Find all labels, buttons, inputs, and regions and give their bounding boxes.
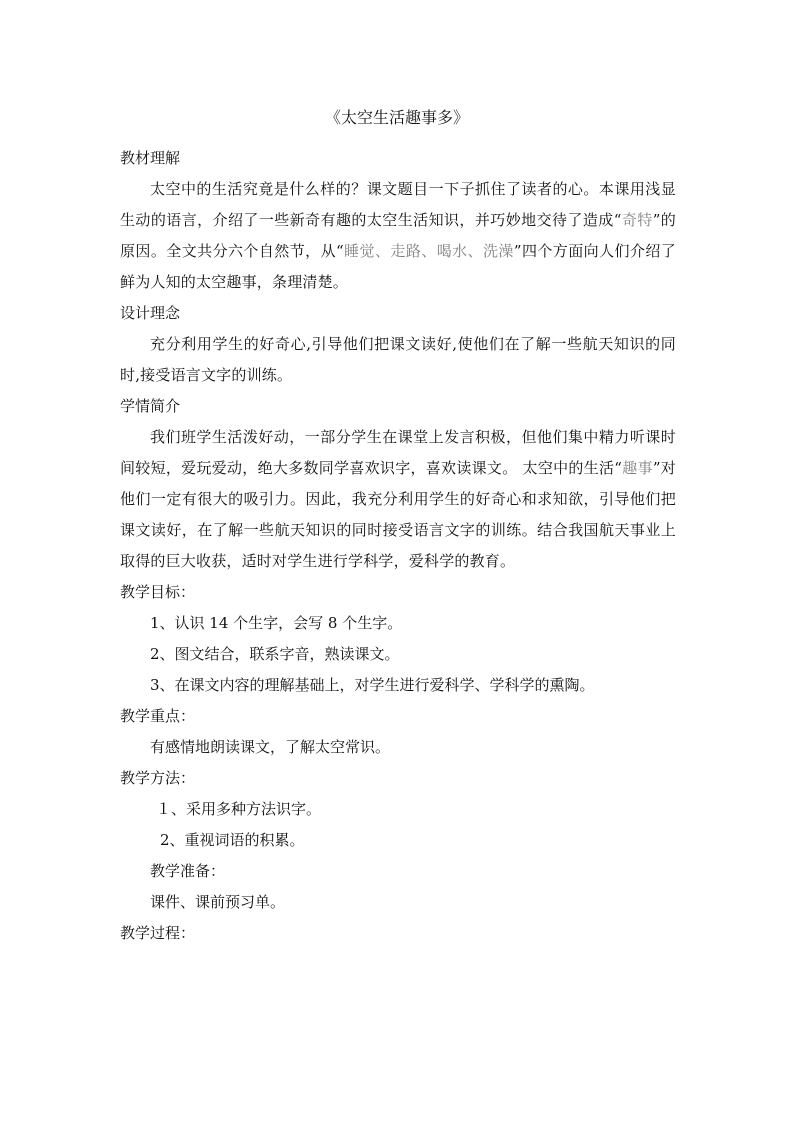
goal-item-2: 2、图文结合，联系字音，熟读课文。 (150, 645, 400, 663)
key-point-item-1: 有感情地朗读课文，了解太空常识。 (150, 738, 391, 756)
goal-item-1: 1、认识 14 个生字，会写 8 个生字。 (150, 614, 403, 632)
section-heading-material: 教材理解 (120, 149, 181, 167)
section-heading-process: 教学过程： (120, 924, 196, 942)
preparation-item-1: 课件、课前预习单。 (150, 893, 286, 911)
section-heading-key-points: 教学重点： (120, 707, 196, 725)
section-heading-students: 学情简介 (120, 397, 181, 415)
method-item-2: 2、重视词语的积累。 (160, 831, 305, 849)
goal-item-3: 3、在课文内容的理解基础上，对学生进行爱科学、学科学的熏陶。 (150, 676, 595, 694)
material-text-a: 太空中的生活究竟是什么样的？课文题目一下子抓住了读者的心。本课用浅显生动的语言，介绍了一些新奇有趣的太空生活知识，并巧妙地交待了造成“ (120, 180, 676, 229)
material-paragraph (120, 174, 676, 298)
material-text-c: ”四个方面向人们介绍了鲜为人知的太空趣事，条理清楚。 (120, 242, 677, 291)
material-text-b: ”的原因。全文共分六个自然节，从“ (120, 211, 676, 260)
quoted-word-qite: 奇特 (621, 211, 653, 229)
students-text-a: 我们班学生活泼好动，一部分学生在课堂上发言积极，但他们集中精力听课时间较短，爱玩爱动，绝大多数同学喜欢识字，喜欢读课文。 太空中的生活“ (120, 428, 676, 477)
quoted-words-four-aspects: 睡觉、走路、喝水、洗澡 (343, 242, 514, 260)
concept-paragraph: 充分利用学生的好奇心,引导他们把课文读好,使他们在了解一些航天知识的同时,接受语言文字的训练。 (120, 335, 676, 384)
students-paragraph (120, 422, 676, 577)
students-text-b: ”对他们一定有很大的吸引力。因此，我充分利用学生的好奇心和求知欲，引导他们把课文读好，在了解一些航天知识的同时接受语言文字的训练。结合我国航天事业上取得的巨大收获，适时对学生进行学科学，爱科学的教育。 (120, 459, 676, 570)
quoted-word-qushi: 趣事 (622, 459, 653, 477)
section-heading-goals: 教学目标： (120, 583, 196, 601)
method-item-1: １、采用多种方法识字。 (156, 800, 322, 818)
document-title: 《太空生活趣事多》 (324, 108, 469, 127)
section-heading-preparation: 教学准备： (150, 862, 226, 880)
document-body (120, 143, 676, 949)
section-heading-concept: 设计理念 (120, 304, 181, 322)
section-heading-methods: 教学方法： (120, 769, 196, 787)
